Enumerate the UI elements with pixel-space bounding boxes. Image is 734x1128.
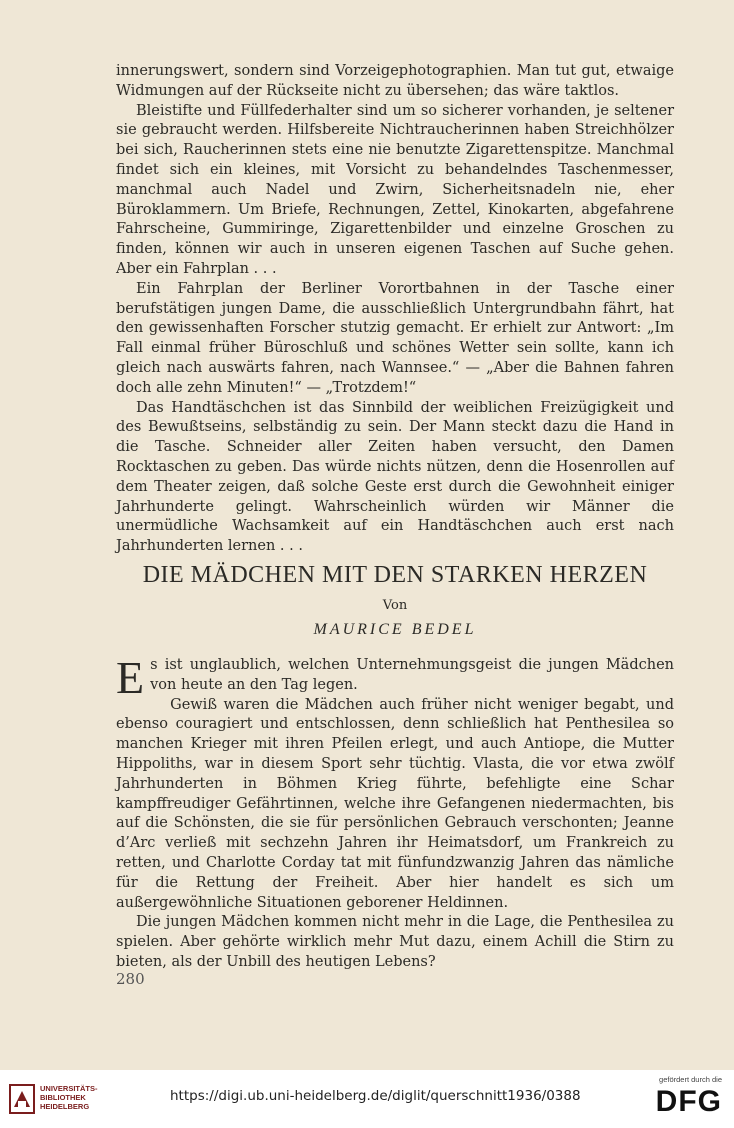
paragraph: Das Handtäschchen ist das Sinnbild der weiblichen Freizügigkeit und des Bewußtseins, selbständig zu sein. Der Mann steckt dazu die Hand in die Tasche. Schneider aller Zeiten haben versucht, den Damen Rocktaschen zu geben. Das würde nichts nützen, denn die Hosenrollen auf dem Theater zeigen, daß solche Geste erst durch die Gewohnheit einiger Jahrhunderte gelingt. Wahrscheinlich würden wir Männer die unermüdliche Wachsamkeit auf ein Handtäschchen auch erst nach Jahrhunderten lernen . . .	[116, 399, 674, 555]
body-text-article	[116, 652, 674, 973]
paragraph: Die jungen Mädchen kommen nicht mehr in die Lage, die Penthesilea zu spielen. Aber gehörte wirklich mehr Mut dazu, einem Achill die Stirn zu bieten, als der Unbill des heutigen Lebens?	[116, 914, 674, 970]
library-name: UNIVERSITÄTS- BIBLIOTHEK HEIDELBERG	[40, 1084, 98, 1111]
article-title: DIE MÄDCHEN MIT DEN STARKEN HERZEN	[142, 562, 648, 588]
funding-note: gefördert durch die	[659, 1075, 722, 1084]
paragraph: Ein Fahrplan der Berliner Vorortbahnen in der Tasche einer berufstätigen jungen Dame, die ausschließlich Untergrundbahn fährt, hat den gewissenhaften Forscher stutzig gemacht. Er erhielt zur Antwort: „Im Fall einmal früher Büroschluß und schönes Wetter sein sollte, kann ich gleich nach auswärts fahren, nach Wannsee.“ — „Aber die Bahnen fahren doch alle zehn Minuten!“ — „Trotzdem!“	[116, 280, 674, 396]
author-name: MAURICE BEDEL	[313, 621, 477, 638]
paragraph: Bleistifte und Füllfederhalter sind um so sicherer vorhanden, je seltener sie gebraucht werden. Hilfsbereite Nichtraucherinnen haben Streichhölzer bei sich, Raucherinnen stets eine nie benutzte Zigarettenspitze. Manchmal findet sich ein kleines, mit Vorsicht zu behandelndes Taschenmesser, manchmal auch Nadel und Zwirn, Sicherheitsnadeln nie, eher Büroklammern. Um Briefe, Rechnungen, Zettel, Kinokarten, abgefahrene Fahrscheine, Gummiringe, Zigarettenbilder und einzelne Groschen zu finden, können wir auch in unseren eigenen Taschen auf Suche gehen. Aber ein Fahrplan . . .	[116, 102, 674, 277]
permalink-url[interactable]: https://digi.ub.uni-heidelberg.de/diglit/querschnitt1936/0388	[170, 1088, 581, 1104]
body-text-top	[116, 62, 674, 557]
paragraph: innerungswert, sondern sind Vorzeigephotographien. Man tut gut, etwaige Widmungen auf der Rückseite nicht zu übersehen; das wäre taktlos.	[116, 63, 674, 99]
byline-prefix: Von	[382, 598, 408, 613]
paragraph-text: s ist unglaublich, welchen Unternehmungsgeist die jungen Mädchen von heute an den Tag legen.	[150, 657, 674, 693]
dfg-logo: DFG	[655, 1085, 722, 1118]
paragraph	[116, 652, 674, 703]
viewer-footer	[0, 1070, 734, 1128]
drop-cap: E	[116, 652, 145, 703]
library-logo-icon	[8, 1083, 36, 1115]
page-number: 280	[116, 970, 145, 988]
paragraph: Gewiß waren die Mädchen auch früher nicht weniger begabt, und ebenso couragiert und entschlossen, denn schließlich hat Penthesilea so manchen Krieger mit ihren Pfeilen erlegt, und auch Antiope, die Mutter Hippoliths, war in diesem Sport sehr tüchtig. Vlasta, die vor etwa zwölf Jahrhunderten in Böhmen Krieg führte, befehligte eine Schar kampffreudiger Gefährtinnen, welche ihre Gefangenen niedermachten, bis auf die Schönsten, die sie für persönlichen Gebrauch verschonten; Jeanne d’Arc verließ mit sechzehn Jahren ihr Heimatsdorf, um Frankreich zu retten, und Charlotte Corday tat mit fünfundzwanzig Jahren das nämliche für die Rettung der Freiheit. Aber hier handelt es sich um außergewöhnliche Situationen geborener Heldinnen.	[116, 696, 674, 911]
